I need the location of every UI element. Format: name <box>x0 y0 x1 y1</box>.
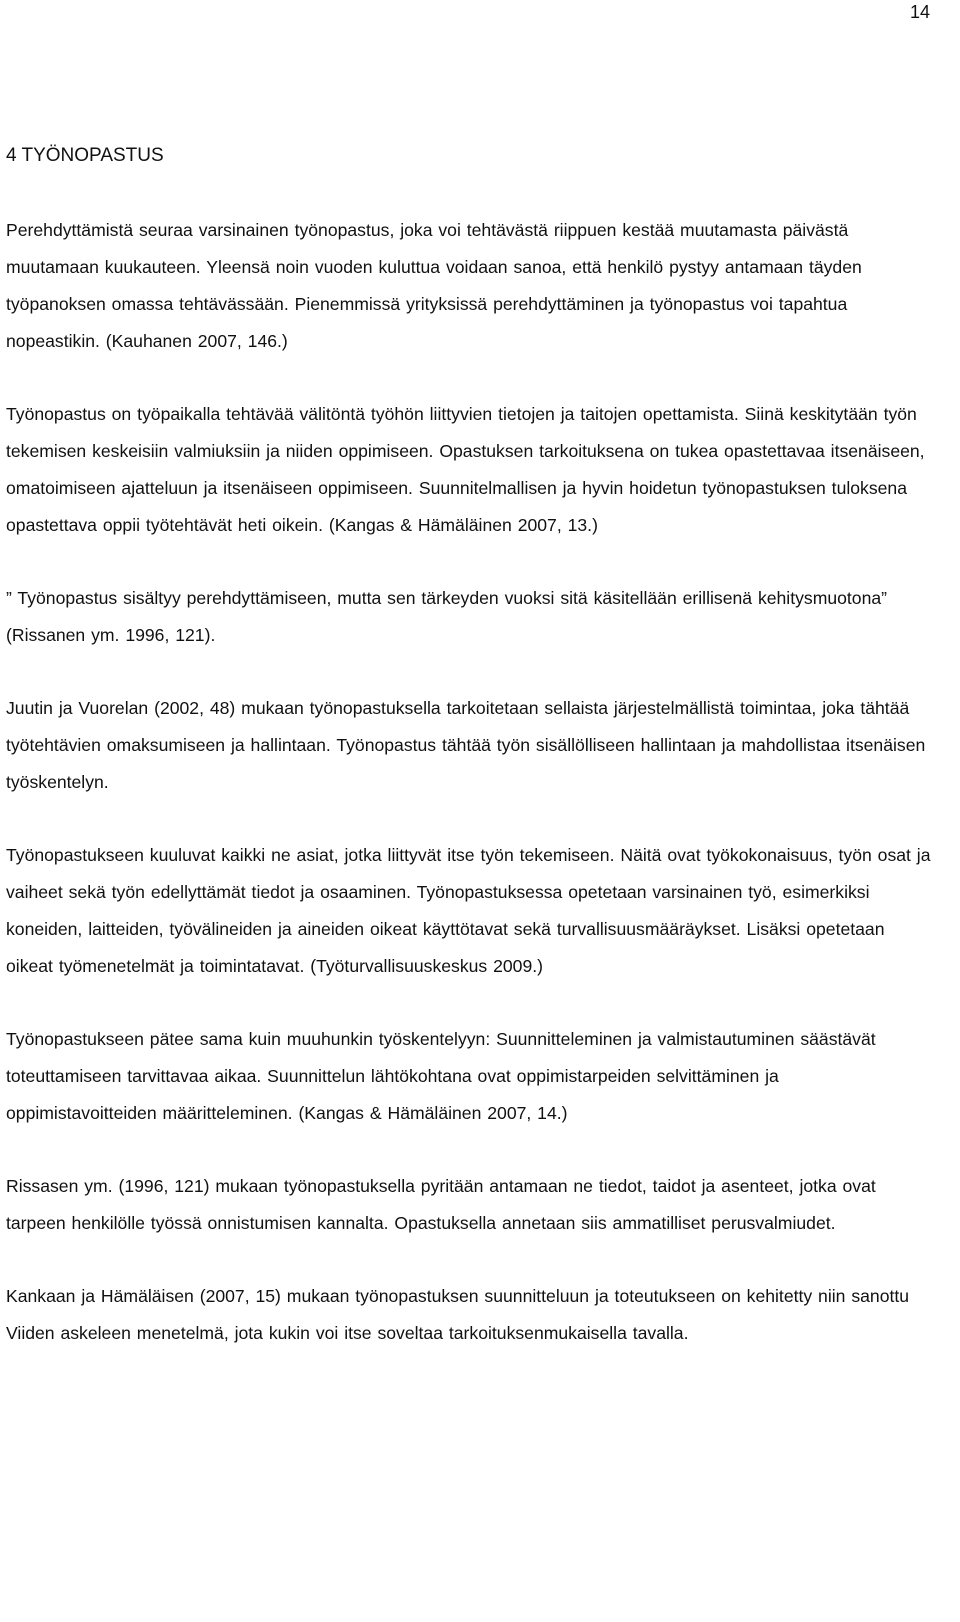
section-heading: 4 TYÖNOPASTUS <box>6 145 164 166</box>
paragraph-8: Kankaan ja Hämäläisen (2007, 15) mukaan työnopastuksen suunnitteluun ja toteutukseen on kehitetty niin sanottu Viiden askeleen menetelmä, jota kukin voi itse soveltaa tarkoituksenmukaisella tavalla. <box>6 1286 910 1343</box>
paragraph-6: Työnopastukseen pätee sama kuin muuhunkin työskentelyyn: Suunnitteleminen ja valmistautuminen säästävät toteuttamiseen tarvittavaa aikaa. Suunnittelun lähtökohtana ovat oppimistarpeiden selvittäminen ja oppimistavoitteiden määritteleminen. (Kangas & Hämäläinen 2007, 14.) <box>6 1029 876 1123</box>
document-body <box>6 140 934 1388</box>
page-number: 14 <box>909 2 930 22</box>
paragraph-5: Työnopastukseen kuuluvat kaikki ne asiat, jotka liittyvät itse työn tekemiseen. Näitä ovat työkokonaisuus, työn osat ja vaiheet sekä työn edellyttämät tiedot ja osaaminen. Työnopastuksessa opetetaan varsinainen työ, esimerkiksi koneiden, laitteiden, työvälineiden ja aineiden oikeat käyttötavat sekä turvallisuusmääräykset. Lisäksi opetetaan oikeat työmenetelmät ja toimintatavat. (Työturvallisuuskeskus 2009.) <box>6 845 931 976</box>
paragraph-7: Rissasen ym. (1996, 121) mukaan työnopastuksella pyritään antamaan ne tiedot, taidot ja asenteet, jotka ovat tarpeen henkilölle työssä onnistumisen kannalta. Opastuksella annetaan siis ammatilliset perusvalmiudet. <box>6 1176 876 1233</box>
paragraph-4: Juutin ja Vuorelan (2002, 48) mukaan työnopastuksella tarkoitetaan sellaista järjestelmällistä toimintaa, joka tähtää työtehtävien omaksumiseen ja hallintaan. Työnopastus tähtää työn sisällölliseen hallintaan ja mahdollistaa itsenäisen työskentelyn. <box>6 698 926 792</box>
paragraph-3-quote: ” Työnopastus sisältyy perehdyttämiseen, mutta sen tärkeyden vuoksi sitä käsitellään erillisenä kehitysmuotona” (Rissanen ym. 1996, 121). <box>6 588 888 645</box>
paragraph-2: Työnopastus on työpaikalla tehtävää välitöntä työhön liittyvien tietojen ja taitojen opettamista. Siinä keskitytään työn tekemisen keskeisiin valmiuksiin ja niiden oppimiseen. Opastuksen tarkoituksena on tukea opastettavaa itsenäiseen, omatoimiseen ajatteluun ja itsenäiseen oppimiseen. Suunnitelmallisen ja hyvin hoidetun työnopastuksen tuloksena opastettava oppii työtehtävät heti oikein. (Kangas & Hämäläinen 2007, 13.) <box>6 404 925 535</box>
paragraph-1: Perehdyttämistä seuraa varsinainen työnopastus, joka voi tehtävästä riippuen kestää muutamasta päivästä muutamaan kuukauteen. Yleensä noin vuoden kuluttua voidaan sanoa, että henkilö pystyy antamaan täyden työpanoksen omassa tehtävässään. Pienemmissä yrityksissä perehdyttäminen ja työnopastus voi tapahtua nopeastikin. (Kauhanen 2007, 146.) <box>6 220 862 351</box>
